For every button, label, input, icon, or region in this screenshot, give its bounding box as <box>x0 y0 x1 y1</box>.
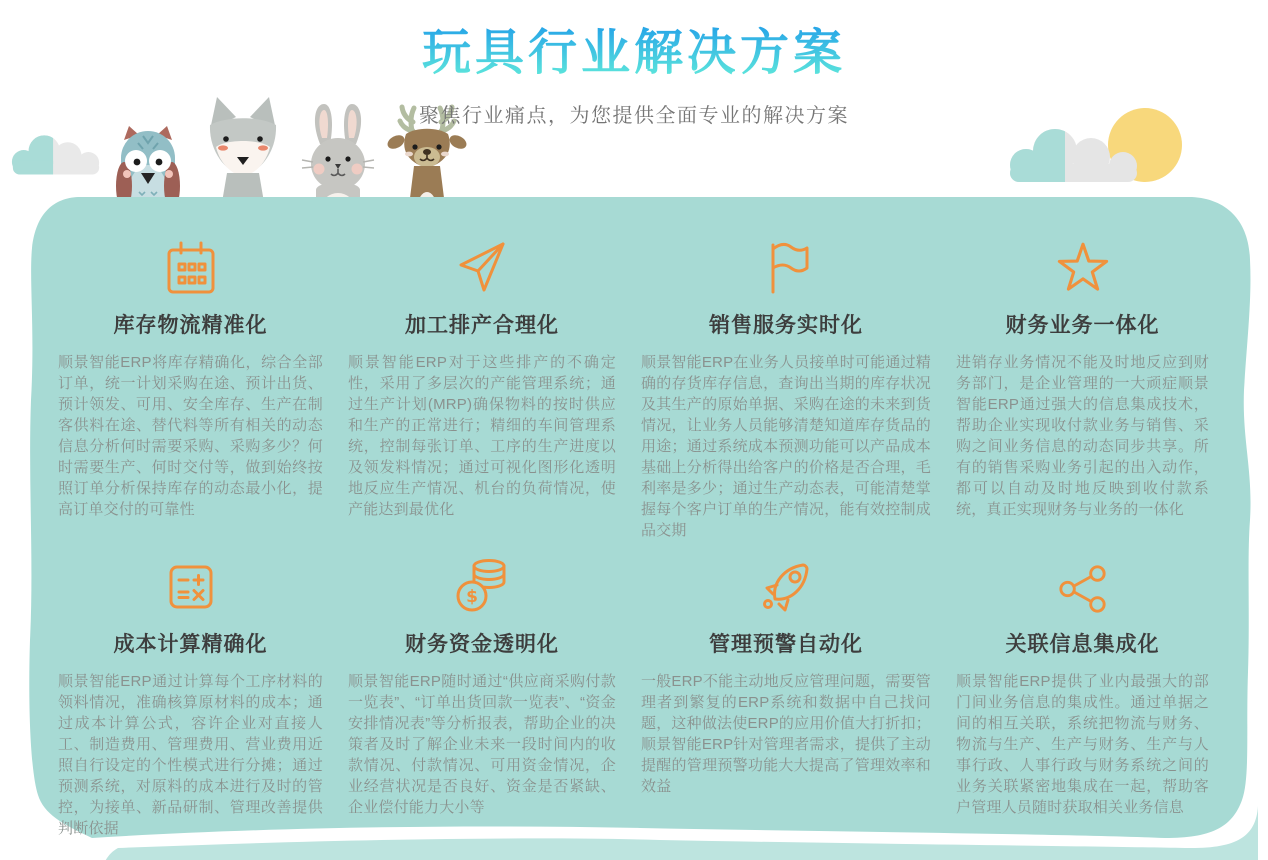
star-icon <box>956 236 1209 296</box>
calendar-icon <box>58 236 323 296</box>
card-title: 关联信息集成化 <box>1005 633 1160 656</box>
rocket-icon <box>641 555 931 615</box>
card-title: 成本计算精确化 <box>113 633 268 656</box>
card-cost-accounting <box>58 555 323 839</box>
page-subtitle: 聚焦行业痛点，为您提供全面专业的解决方案 <box>419 105 849 127</box>
svg-text:$: $ <box>466 587 478 607</box>
card-body: 顺景智能ERP对于这些排产的不确定性，采用了多层次的产能管理系统；通过生产计划(MRP)确保物料的按时供应和生产的正常进行；精细的车间管理系统，控制每张订单、工序的生产进度以及领发料情况；通过可视化图形化透明地反应生产情况、机台的负荷情况，使产能达到最优化 <box>348 354 616 518</box>
card-body: 顺景智能ERP通过计算每个工序材料的领料情况，准确核算原材料的成本；通过成本计算公式，容许企业对直接人工、制造费用、管理费用、营业费用近照自行设定的个性模式进行分摊；通过预测系统，对原料的成本进行及时的管控，为接单、新品研制、管理改善提供判断依据 <box>58 673 323 837</box>
card-production-scheduling <box>348 236 616 541</box>
card-body: 顺景智能ERP提供了业内最强大的部门间业务信息的集成性。通过单据之间的相互关联，系统把物流与财务、物流与生产、生产与财务、生产与人事行政、人事行政与财务系统之间的业务关联紧密地集成在一起，帮助客户管理人员随时获取相关业务信息 <box>956 673 1209 816</box>
coins-dollar-icon <box>348 555 616 615</box>
card-title: 财务业务一体化 <box>1005 314 1160 337</box>
card-inventory-logistics <box>58 236 323 541</box>
card-finance-business <box>956 236 1209 541</box>
share-icon <box>956 555 1209 615</box>
card-title: 库存物流精准化 <box>113 314 268 337</box>
card-title: 财务资金透明化 <box>405 633 559 656</box>
card-finance-transparency <box>348 555 616 839</box>
calculator-icon <box>58 555 323 615</box>
card-title: 销售服务实时化 <box>709 314 863 337</box>
page-title: 玩具行业解决方案 <box>0 14 1268 84</box>
card-management-alerts <box>641 555 931 839</box>
solution-cards-grid <box>58 236 1210 839</box>
card-title: 管理预警自动化 <box>709 633 863 656</box>
card-body: 顺景智能ERP将库存精确化，综合全部订单，统一计划采购在途、预计出货、预计领发、可用、安全库存、生产在制客供料在途、替代料等所有相关的动态信息分析何时需要采购、采购多少？何时需要生产、何时交付等，做到始终按照订单分析保持库存的动态最小化，提高订单交付的可靠性 <box>58 354 323 518</box>
card-information-integration <box>956 555 1209 839</box>
paper-plane-icon <box>348 236 616 296</box>
card-title: 加工排产合理化 <box>405 314 559 337</box>
card-body: 一般ERP不能主动地反应管理问题，需要管理者到繁复的ERP系统和数据中自己找问题，这种做法使ERP的应用价值大打折扣；顺景智能ERP针对管理者需求，提供了主动提醒的管理预警功能大大提高了管理效率和效益 <box>641 673 931 795</box>
flag-icon <box>641 236 931 296</box>
card-body: 顺景智能ERP随时通过“供应商采购付款一览表”、“订单出货回款一览表”、“资金安排情况表”等分析报表，帮助企业的决策者及时了解企业未来一段时间内的收款情况、付款情况、可用资金情况，企业经营状况是否良好、资金是否紧缺、企业偿付能力大小等 <box>348 673 616 816</box>
card-body: 进销存业务情况不能及时地反应到财务部门，是企业管理的一大顽症顺景智能ERP通过强大的信息集成技术，帮助企业实现收付款业务与销售、采购之间业务信息的动态同步共享。所有的销售采购业务引起的出入动作，都可以自动及时地反映到收付款系统，真正实现财务与业务的一体化 <box>956 354 1209 518</box>
card-body: 顺景智能ERP在业务人员接单时可能通过精确的存货库存信息，查询出当期的库存状况及其生产的原始单据、采购在途的未来到货情况，让业务人员能够清楚知道库存货品的用途；通过系统成本预测功能可以产品成本基础上分析得出给客户的价格是否合理，毛利率是多少；通过生产动态表，可能清楚掌握每个客户订单的生产情况，能有效控制成品交期 <box>641 354 931 539</box>
card-sales-service <box>641 236 931 541</box>
